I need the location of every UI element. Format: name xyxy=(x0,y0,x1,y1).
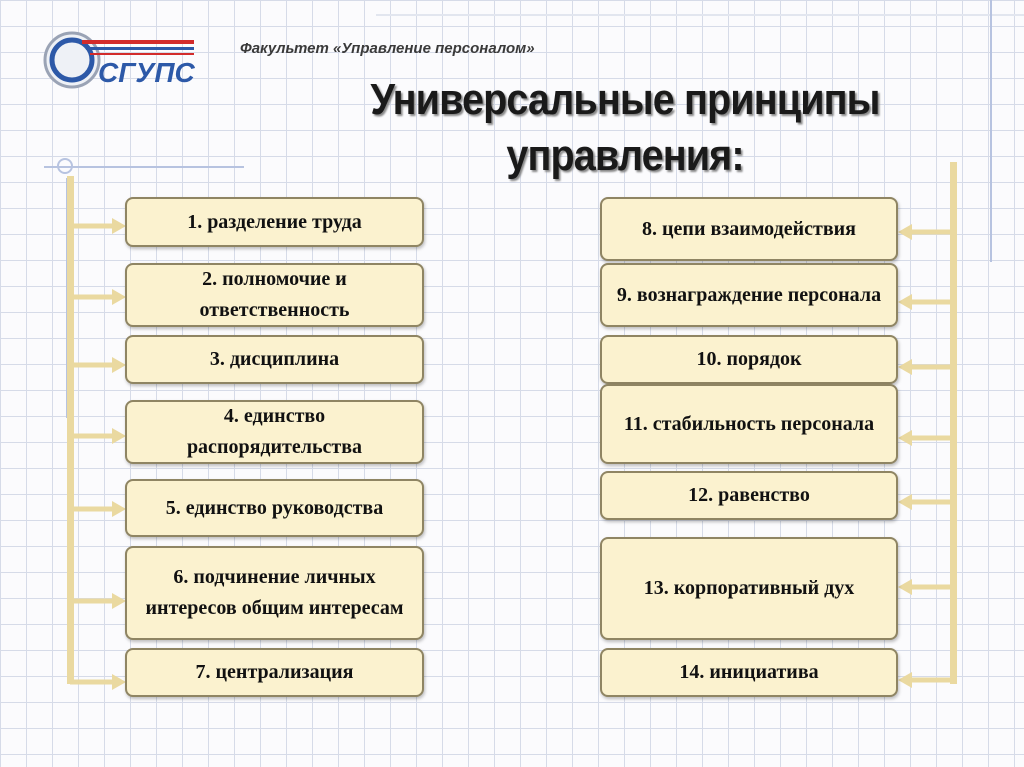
arrowhead-left-4 xyxy=(112,428,126,444)
principle-box-9: 9. вознаграждение персонала xyxy=(600,263,898,327)
principle-box-2: 2. полномочие и ответственность xyxy=(125,263,424,327)
principle-box-10: 10. порядок xyxy=(600,335,898,384)
arrowhead-left-2 xyxy=(112,289,126,305)
logo-text: СГУПС xyxy=(98,57,195,88)
left-spine xyxy=(67,176,74,684)
title-line-1: Универсальные принципы xyxy=(370,75,880,124)
arrowhead-right-2 xyxy=(898,294,912,310)
title-line-2: управления: xyxy=(506,131,744,180)
principle-box-6: 6. подчинение личных интересов общим интересам xyxy=(125,546,424,640)
principle-box-8: 8. цепи взаимодействия xyxy=(600,197,898,261)
principle-box-5: 5. единство руководства xyxy=(125,479,424,537)
arrowhead-right-4 xyxy=(898,430,912,446)
arrowhead-left-3 xyxy=(112,357,126,373)
faculty-label: Факультет «Управление персоналом» xyxy=(240,40,535,57)
arrowhead-right-1 xyxy=(898,224,912,240)
principle-box-11: 11. стабильность персонала xyxy=(600,384,898,464)
arrowhead-right-7 xyxy=(898,672,912,688)
principle-box-7: 7. централизация xyxy=(125,648,424,697)
arrowhead-left-7 xyxy=(112,674,126,690)
principle-box-13: 13. корпоративный дух xyxy=(600,537,898,640)
principle-box-3: 3. дисциплина xyxy=(125,335,424,384)
arrowhead-left-6 xyxy=(112,593,126,609)
principle-box-4: 4. единство распорядительства xyxy=(125,400,424,464)
arrowhead-right-6 xyxy=(898,579,912,595)
arrowhead-left-5 xyxy=(112,501,126,517)
arrowhead-left-1 xyxy=(112,218,126,234)
arrowhead-right-5 xyxy=(898,494,912,510)
arrowhead-right-3 xyxy=(898,359,912,375)
principle-box-12: 12. равенство xyxy=(600,471,898,520)
principle-box-1: 1. разделение труда xyxy=(125,197,424,247)
principle-box-14: 14. инициатива xyxy=(600,648,898,697)
right-spine xyxy=(950,162,957,684)
